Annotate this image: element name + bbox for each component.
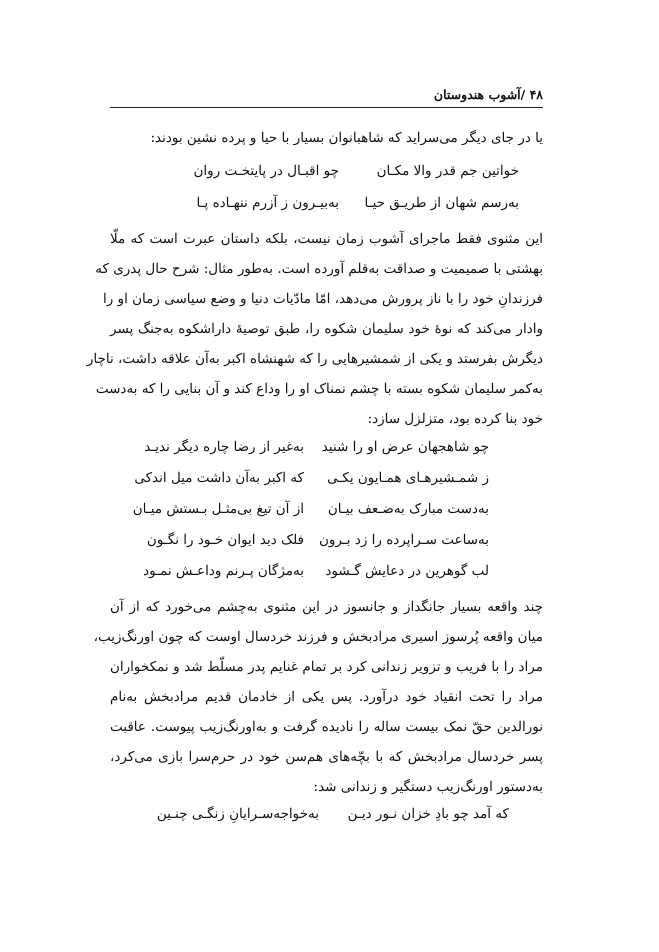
couplet-hemistich: به‌غیر از رضا چاره دیگر ندیـد (144, 439, 304, 455)
paragraph-line: نورالدین حقّ نمک بیست ساله را نادیده گرفت و به‌اورنگ‌زیب پیوست. عاقبت (110, 719, 543, 735)
paragraph-line: مراد را با فریب و تزویر زندانی کرد بر تمام غنایم پدر مسلّط شد و نمکخواران (110, 659, 543, 675)
paragraph-line: وادار می‌کند که نوهٔ خود سلیمان شکوه را، طبق توصیهٔ داراشکوه به‌جنگ پسر (110, 321, 543, 337)
couplet-hemistich: به‌ساعت سـراپرده را زد بـرون (318, 532, 489, 548)
couplet-hemistich: که آمد چو بادِ خزان نـور دیـن (347, 806, 509, 822)
couplet-hemistich: خواتین جم قدر والا مکـان (376, 163, 519, 179)
paragraph-line: دیگرش بفرستد و یکی از شمشیرهایی را که شهنشاه اکبر به‌آن علاقه داشت، ناچار (86, 351, 543, 367)
paragraph-line: به‌دستور اورنگ‌زیب دستگیر و زندانی شد: (313, 779, 543, 795)
page-number-title: ۴۸ /آشوب هندوستان (433, 87, 543, 102)
paragraph-line: فرزندانِ خود را با ناز پرورش می‌دهد، امّا مادّیات دنیا و وضع سیاسی زمان او را (103, 291, 543, 307)
couplet-hemistich: به‌مژگان پـرنم وداعـش نمـود (143, 563, 304, 579)
paragraph-line: مراد را تحت انقیاد خود درآورد. پس یکی از خادمان قدیم مرادبخش به‌نام (110, 689, 543, 705)
running-header (110, 83, 543, 108)
couplet-hemistich: چو اقبـال در پایتخـت روان (193, 163, 339, 179)
couplet-hemistich: از آن تیغ بی‌مثـل بـستش میـان (132, 501, 304, 517)
couplet-hemistich: به‌دست مبارک به‌ضـعف بیـان (327, 501, 489, 517)
paragraph-line: میان واقعه پُرسوز اسیری مرادبخش و فرزند خردسال اوست که چون اورنگ‌زیب، (93, 629, 543, 645)
couplet-hemistich: به‌رسم شهان از طریـق حیـا (364, 195, 519, 211)
paragraph-line: به‌کمر سلیمان شکوه بسته با چشم نمناک او را وداع کند و آن بنایی را که به‌دست (95, 381, 543, 397)
paragraph-line: این مثنوی فقط ماجرای آشوب زمان نیست، بلکه داستان عبرت است که ملّا (110, 231, 543, 247)
couplet-hemistich: لب گوهرین در دعایش گـشود (325, 563, 489, 579)
couplet-hemistich: فلک دید ایوان خـود را نگـون (146, 532, 304, 548)
paragraph-line: خود بنا کرده بود، متزلزل سازد: (367, 411, 543, 427)
couplet-hemistich: چو شاهجهان عرض او را شنید (321, 439, 489, 455)
couplet-hemistich: ز شمـشیرهـای همـایون یکـی (327, 470, 489, 486)
couplet-hemistich: به‌بیـرون ز آزرم ننهـاده پـا (196, 195, 339, 211)
paragraph-line: پسر خردسال مرادبخش که با بچّه‌های هم‌سن خود در حرم‌سرا بازی می‌کرد، (110, 749, 543, 765)
paragraph-line: چند واقعه بسیار جانگداز و جانسوز در این مثنوی به‌چشم می‌خورد که از آن (110, 599, 543, 615)
couplet-hemistich: که اکبر به‌آن داشت میل اندکی (134, 470, 304, 486)
intro-line: یا در جای دیگر می‌سراید که شاهبانوان بسیار با حیا و پرده نشین بودند: (150, 130, 543, 146)
couplet-hemistich: به‌خواجه‌سـرایانِ زنگـی چنـین (156, 806, 319, 822)
paragraph-line: بهشتی با صمیمیت و صداقت به‌قلم آورده است. به‌طور مثال: شرح حال پدری که (95, 261, 543, 277)
